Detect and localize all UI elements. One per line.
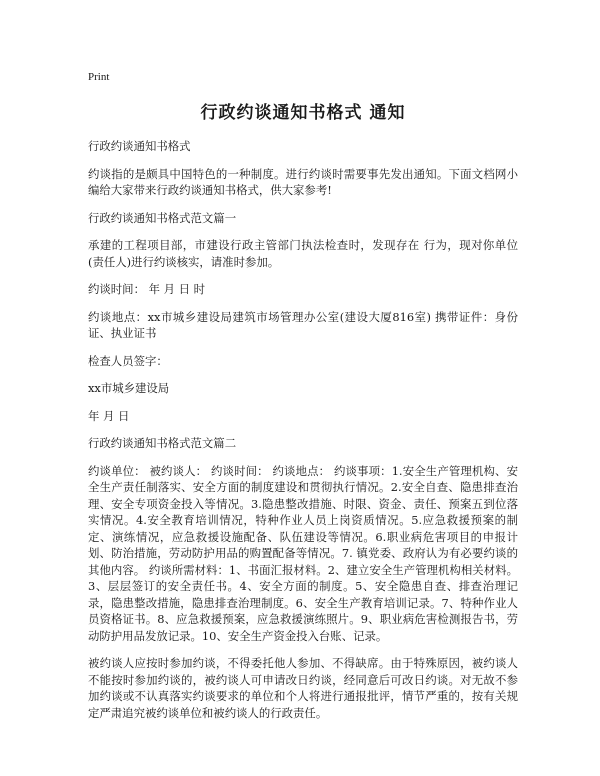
interview-time: 约谈时间： 年 月 日 时 (88, 282, 205, 296)
section-heading: 行政约谈通知书格式 (88, 139, 191, 153)
inspector-signature: 检查人员签字： (88, 353, 168, 368)
notice-paragraph: 承建的工程项目部，市建设行政主管部门执法检查时，发现存在 行为，现对你单位 (责任人)进行约谈核实，请准时参加。 (88, 238, 518, 269)
interview-location: 约谈地点：xx市城乡建设局建筑市场管理办公室(建设大厦816室) 携带证件：身份证、执业证书 (88, 309, 518, 340)
print-label[interactable]: Print (88, 71, 110, 83)
document-page (88, 70, 518, 732)
sample-two-heading: 行政约谈通知书格式范文篇二 (88, 436, 237, 450)
sample-one-heading: 行政约谈通知书格式范文篇一 (88, 210, 237, 225)
issuing-authority: xx市城乡建设局 (88, 381, 170, 395)
document-title: 行政约谈通知书格式 通知 (200, 103, 406, 123)
intro-paragraph: 约谈指的是颇具中国特色的一种制度。进行约谈时需要事先发出通知。下面文档网小编给大家带来行政约谈通知书格式，供大家参考! (88, 166, 518, 197)
issue-date: 年 月 日 (88, 408, 130, 423)
interview-details: 约谈单位： 被约谈人： 约谈时间： 约谈地点： 约谈事项：1.安全生产管理机构、安全生产责任制落实、安全方面的制度建设和贯彻执行情况。2.安全自查、隐患排查治理、安全专项资金投入等情况。3.隐患整改措施、时限、资金、责任、预案五到位落实情况。4.安全教育培训情况，特种作业人员上岗资质情况。5.应急救援预案的制定、演练情况，应急救援设施配备、队伍建设等情况。6.职业病危害项目的申报计划、防治措施，劳动防护用品的购置配备等情况。7. 镇党委、政府认为有必要约谈的其他内容。 约谈所需材料：1、书面汇报材料。2、建立安全生产管理机构相关材料。3、层层签订的安全责任书。4、安全方面的制度。5、安全隐患自查、排查治理记录，隐患整改措施，隐患排查治理制度。6、安全生产教育培训记录。7、特种作业人员资格证书。8、应急救援预案，应急救援演练照片。9、职业病危害检测报告书，劳动防护用品发放记录。10、安全生产资金投入台账、记录。 (88, 463, 518, 643)
attendance-requirements: 被约谈人应按时参加约谈，不得委托他人参加、不得缺席。由于特殊原因，被约谈人不能按时参加约谈的，被约谈人可申请改日约谈，经同意后可改日约谈。对无故不参加约谈或不认真落实约谈要求的单位和个人将进行通报批评，情节严重的，按有关规定严肃追究被约谈单位和被约谈人的行政责任。 (88, 656, 518, 720)
